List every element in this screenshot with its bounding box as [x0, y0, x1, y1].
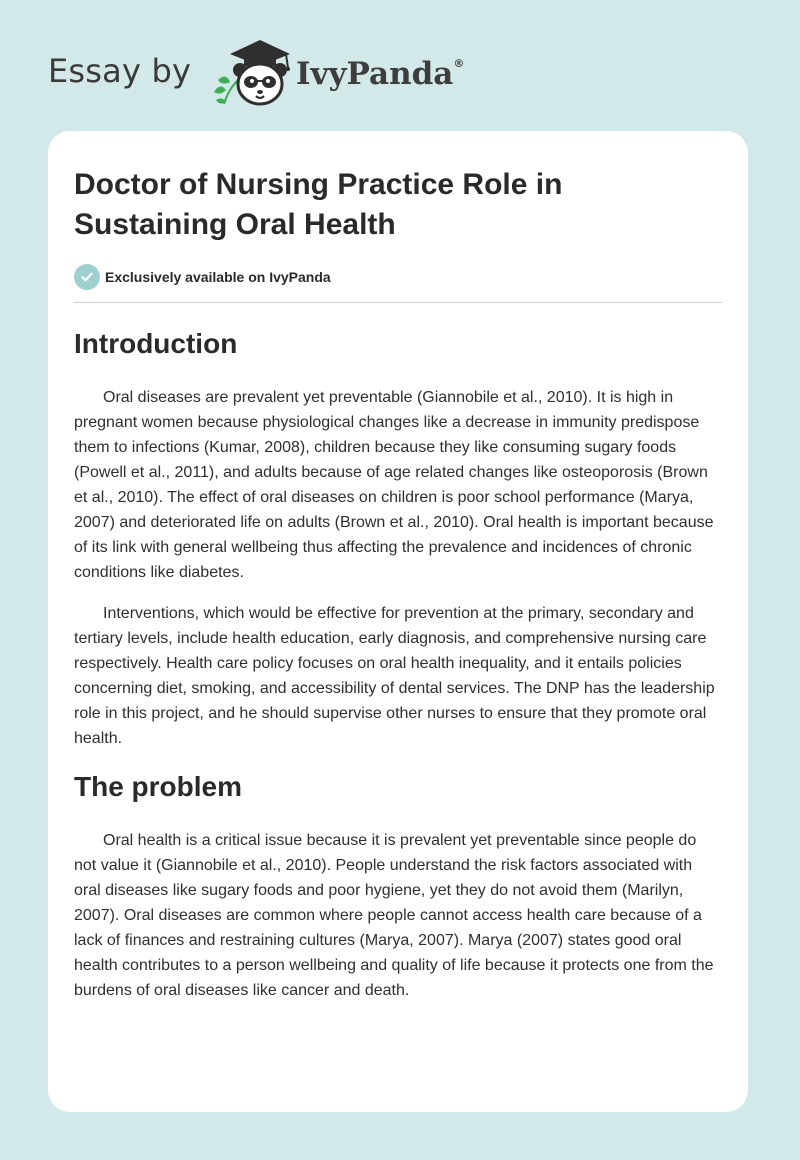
section-heading-the-problem: The problem — [74, 771, 243, 802]
essay-card — [48, 131, 748, 1112]
registered-mark: ® — [453, 56, 465, 70]
title-divider — [74, 302, 722, 303]
check-icon — [74, 264, 100, 290]
site-header — [48, 34, 548, 110]
paragraph: Interventions, which would be effective for prevention at the primary, secondary and tertiary levels, include health education, early diagnosis, and comprehensive nursing care respectively. Health care policy focuses on oral health inequality, and it entails policies concerning diet, smoking, and accessibility of dental services. The DNP has the leadership role in this project, and he should supervise other nurses to ensure that they promote oral health. — [74, 605, 715, 747]
exclusive-badge — [74, 264, 331, 290]
essay-by-label: Essay by — [48, 52, 192, 90]
section-heading-introduction: Introduction — [74, 328, 238, 359]
ivypanda-logo-icon[interactable] — [204, 34, 296, 110]
paragraph: Oral diseases are prevalent yet preventable (Giannobile et al., 2010). It is high in pregnant women because physiological changes like a decrease in immunity predispose them to infections (Kumar, 2008), children because they like consuming sugary foods (Powell et al., 2011), and adults because of age related changes like osteoporosis (Brown et al., 2010). The effect of oral diseases on children is poor school performance (Marya, 2007) and deteriorated life on adults (Brown et al., 2010). Oral health is important because of its link with general wellbeing thus affecting the prevalence and incidences of chronic conditions like diabetes. — [74, 389, 714, 581]
exclusive-label: Exclusively available on IvyPanda — [105, 269, 331, 285]
brand-text: IvyPanda — [296, 56, 454, 92]
brand-name[interactable] — [296, 56, 464, 92]
paragraph: Oral health is a critical issue because it is prevalent yet preventable since people do not value it (Giannobile et al., 2010). People understand the risk factors associated with oral diseases like sugary foods and poor hygiene, yet they do not avoid them (Marilyn, 2007). Oral diseases are common where people cannot access health care because of a lack of finances and restraining cultures (Marya, 2007). Marya (2007) states good oral health contributes to a person wellbeing and quality of life because it protects one from the burdens of oral diseases like cancer and death. — [74, 832, 714, 999]
essay-title: Doctor of Nursing Practice Role in Sustaining Oral Health — [74, 168, 563, 241]
